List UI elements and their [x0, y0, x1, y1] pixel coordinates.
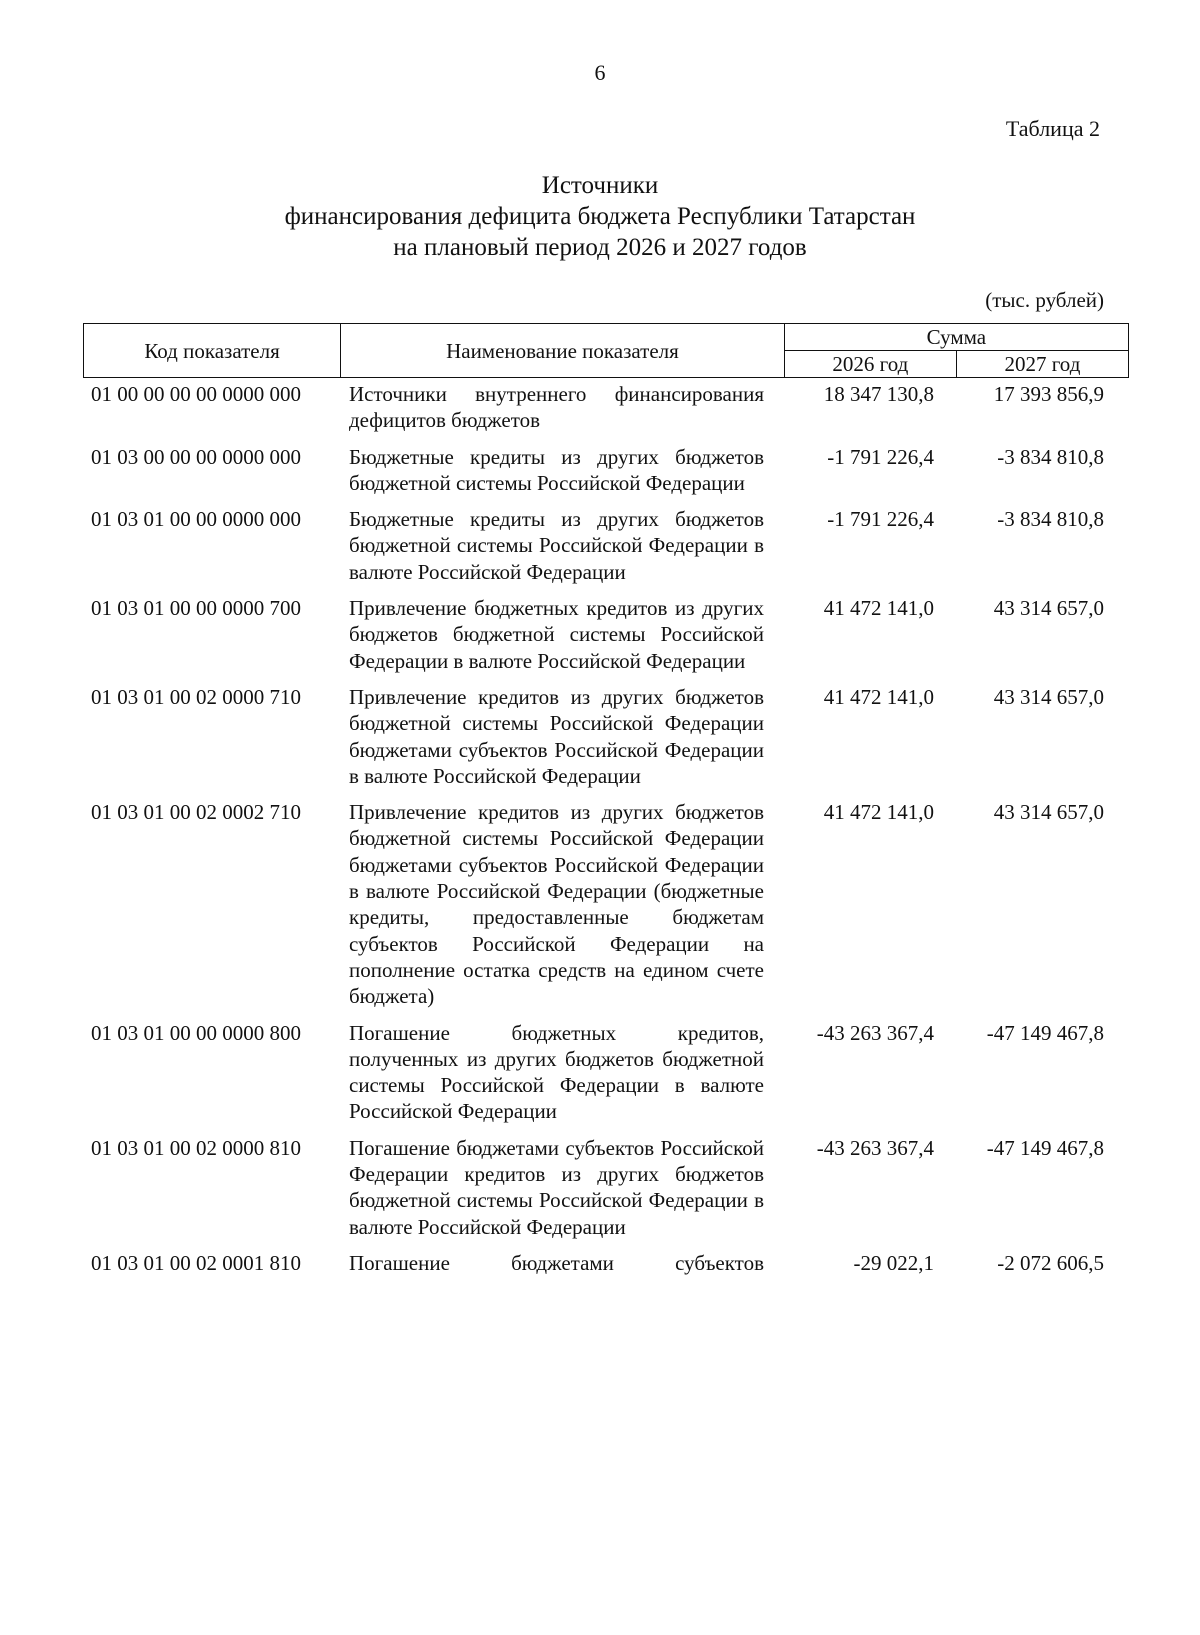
- row-value-2027: -3 834 810,8: [997, 444, 1104, 469]
- title-line-3: на плановый период 2026 и 2027 годов: [393, 234, 807, 261]
- title-line-1: Источники: [541, 172, 659, 199]
- row-value-2027: -3 834 810,8: [997, 507, 1104, 532]
- row-code: 01 00 00 00 00 0000 000: [91, 382, 301, 406]
- table-header: [83, 323, 1129, 378]
- row-name: Бюджетные кредиты из других бюджетов бюджетной системы Российской Федерации: [349, 444, 764, 495]
- table-body: [91, 381, 1131, 1286]
- title-line-2: финансирования дефицита бюджета Республики Татарстан: [284, 203, 916, 230]
- row-value-2026: -29 022,1: [853, 1250, 934, 1275]
- row-code: 01 03 00 00 00 0000 000: [91, 444, 301, 469]
- table-row: [91, 1135, 1131, 1240]
- row-code: 01 03 01 00 02 0000 810: [91, 1135, 301, 1160]
- table-row: [91, 1020, 1131, 1125]
- row-value-2027: -47 149 467,8: [986, 1135, 1104, 1160]
- row-name: Погашение бюджетами субъектов Российской Федерации кредитов из других бюджетов бюджетной системы Российской Федерации в валюте Российской Федерации: [349, 1135, 764, 1239]
- row-name: Бюджетные кредиты из других бюджетов бюджетной системы Российской Федерации в валюте Российской Федерации: [349, 507, 764, 584]
- row-value-2026: 18 347 130,8: [823, 382, 934, 406]
- row-name: Привлечение бюджетных кредитов из других бюджетов бюджетной системы Российской Федерации в валюте Российской Федерации: [349, 596, 764, 673]
- row-code: 01 03 01 00 02 0001 810: [91, 1250, 301, 1275]
- row-value-2026: 41 472 141,0: [823, 800, 934, 825]
- units-label: (тыс. рублей): [985, 288, 1104, 312]
- row-code: 01 03 01 00 00 0000 800: [91, 1020, 301, 1045]
- row-name: Привлечение кредитов из других бюджетов бюджетной системы Российской Федерации бюджетами субъектов Российской Федерации в валюте Российской Федерации (бюджетные кредиты, предоставленные бюджетам субъектов Российской Федерации на пополнение остатка средств на едином счете бюджета): [349, 800, 764, 1009]
- table-row: [91, 444, 1131, 497]
- row-code: 01 03 01 00 00 0000 000: [91, 507, 301, 532]
- row-value-2026: -1 791 226,4: [827, 444, 934, 469]
- row-name: Погашение бюджетных кредитов, полученных из других бюджетов бюджетной системы Российской Федерации в валюте Российской Федерации: [349, 1020, 764, 1124]
- row-value-2027: 17 393 856,9: [993, 382, 1104, 406]
- header-sum: Сумма: [784, 324, 1128, 351]
- table-row: [91, 595, 1131, 674]
- header-year-2026: 2026 год: [784, 351, 956, 378]
- table-row: [91, 1250, 1131, 1276]
- row-value-2026: -43 263 367,4: [816, 1135, 934, 1160]
- row-name: Привлечение кредитов из других бюджетов бюджетной системы Российской Федерации бюджетами субъектов Российской Федерации в валюте Российской Федерации: [349, 684, 764, 788]
- row-code: 01 03 01 00 02 0002 710: [91, 800, 301, 825]
- page-number: 6: [594, 60, 606, 85]
- row-value-2026: -43 263 367,4: [816, 1020, 934, 1045]
- header-name: Наименование показателя: [341, 324, 785, 378]
- row-value-2026: -1 791 226,4: [827, 507, 934, 532]
- row-value-2027: -2 072 606,5: [997, 1250, 1104, 1275]
- header-year-2027: 2027 год: [956, 351, 1128, 378]
- row-value-2027: -47 149 467,8: [986, 1020, 1104, 1045]
- row-name: Погашение бюджетами субъектов: [349, 1250, 764, 1275]
- table-row: [91, 684, 1131, 789]
- table-label: Таблица 2: [1005, 116, 1100, 141]
- row-value-2026: 41 472 141,0: [823, 596, 934, 621]
- row-value-2027: 43 314 657,0: [993, 596, 1104, 621]
- row-value-2026: 41 472 141,0: [823, 684, 934, 709]
- row-code: 01 03 01 00 00 0000 700: [91, 596, 301, 621]
- table-row: [91, 381, 1131, 434]
- row-value-2027: 43 314 657,0: [993, 684, 1104, 709]
- document-title: [0, 170, 1200, 263]
- table-row: [91, 506, 1131, 585]
- table-row: [91, 799, 1131, 1009]
- row-value-2027: 43 314 657,0: [993, 800, 1104, 825]
- row-name: Источники внутреннего финансирования дефицитов бюджетов: [349, 382, 764, 433]
- row-code: 01 03 01 00 02 0000 710: [91, 684, 301, 709]
- header-code: Код показателя: [84, 324, 341, 378]
